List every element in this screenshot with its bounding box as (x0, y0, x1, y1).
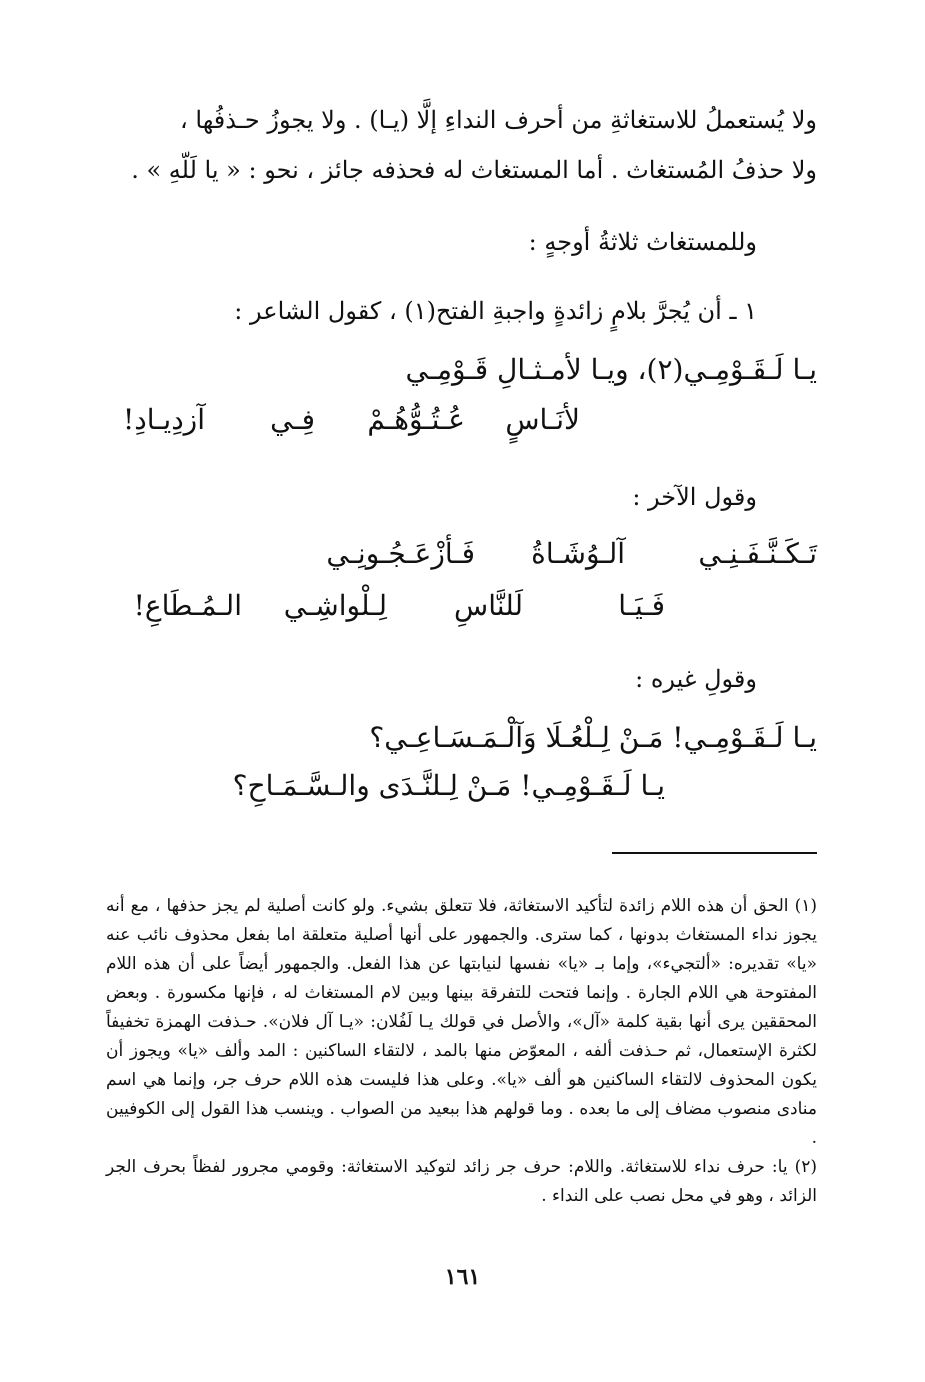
verse-word: لأنَـاسٍ (505, 403, 580, 436)
verse-word: الـمُـطَاعِ! (133, 589, 242, 622)
paragraph-line: ولا يُستعملُ للاستغاثةِ من أحرف النداءِ إلَّا (يـا) . ولا يجوزُ حـذفُها ، (180, 106, 817, 134)
paragraph: وللمستغاث ثلاثةُ أوجهٍ : (528, 228, 757, 256)
footnotes (106, 892, 817, 1211)
footnote-separator (612, 852, 817, 854)
verse-word: فَـيَـا (618, 589, 665, 622)
paragraph: ١ ـ أن يُجرَّ بلامٍ زائدةٍ واجبةِ الفتح(١) ، كقول الشاعر : (234, 297, 757, 325)
verse-word: تَـكَـنَّـفَـنِـي (698, 537, 817, 570)
verse-hemistich: يـا لَـقَـوْمِـي(٢)، ويـا لأمـثـالِ قَـوْمِـي (405, 353, 817, 386)
page-number: ١٦١ (444, 1264, 481, 1290)
verse-hemistich: يـا لَـقَـوْمِـي! مَـنْ لِـلْعُـلَا وَآلْـمَـسَـاعِـي؟ (369, 721, 817, 754)
verse-hemistich: يـا لَـقَـوْمِـي! مَـنْ لِـلنَّـدَى والـسَّـمَـاحِ؟ (232, 769, 665, 802)
paragraph-line: ولا حذفُ المُستغاث . أما المستغاث له فحذفه جائز ، نحو : « يا لَلّهِ » . (131, 156, 817, 184)
verse-word: لِـلْواشِـي (283, 589, 387, 622)
verse-word: فَـأزْعَـجُـونِـي (326, 537, 475, 570)
footnote-2: (٢) يا: حرف نداء للاستغاثة. واللام: حرف جر زائد لتوكيد الاستغاثة: وقومي مجرور لفظاً بحرف الجر الزائد ، وهو في محل نصب على النداء . (106, 1157, 817, 1206)
paragraph: وقولِ غيره : (635, 665, 757, 693)
paragraph: وقول الآخر : (632, 483, 757, 511)
verse-word: عُـتُـوُّهُـمْ (367, 403, 465, 436)
footnote-1: (١) الحق أن هذه اللام زائدة لتأكيد الاستغاثة، فلا تتعلق بشيء. ولو كانت أصلية لم يجز حذفها ، مع أنه يجوز نداء المستغاث بدونها ، كما سترى. والجمهور على أنها أصلية متعلقة اما بفعل محذوف نائب عنه «يا» تقديره: «ألتجيء»، وإما بـ «يا» نفسها لنيابتها عن هذا الفعل. والجمهور أيضاً على أن هذه اللام المفتوحة هي اللام الجارة . وإنما فتحت للتفرقة بينها وبين لام المستغاث له ، فإنها مكسورة . وبعض المحققين يرى أنها بقية كلمة «آل»، والأصل في قولك يـا لَفُلان: «يـا آل فلان». حـذفت الهمزة تخفيفاً لكثرة الإستعمال، ثم حـذفت ألفه ، المعوّض منها بالمد ، لالتقاء الساكنين : المد وألف «يا» ويجوز أن يكون المحذوف لالتقاء الساكنين هو ألف «يا». وعلى هذا فليست هذه اللام حرف جر، وإنما هي اسم منادى منصوب مضاف إلى ما بعده . وما قولهم هذا ببعيد من الصواب . وينسب هذا القول إلى الكوفيين . (106, 896, 817, 1148)
verse-word: فِـي (270, 403, 315, 436)
verse-word: آزدِيـادِ! (122, 403, 205, 436)
verse-word: لَلنَّاسِ (454, 589, 523, 622)
verse-word: آلـوُشَـاةُ (531, 537, 625, 570)
